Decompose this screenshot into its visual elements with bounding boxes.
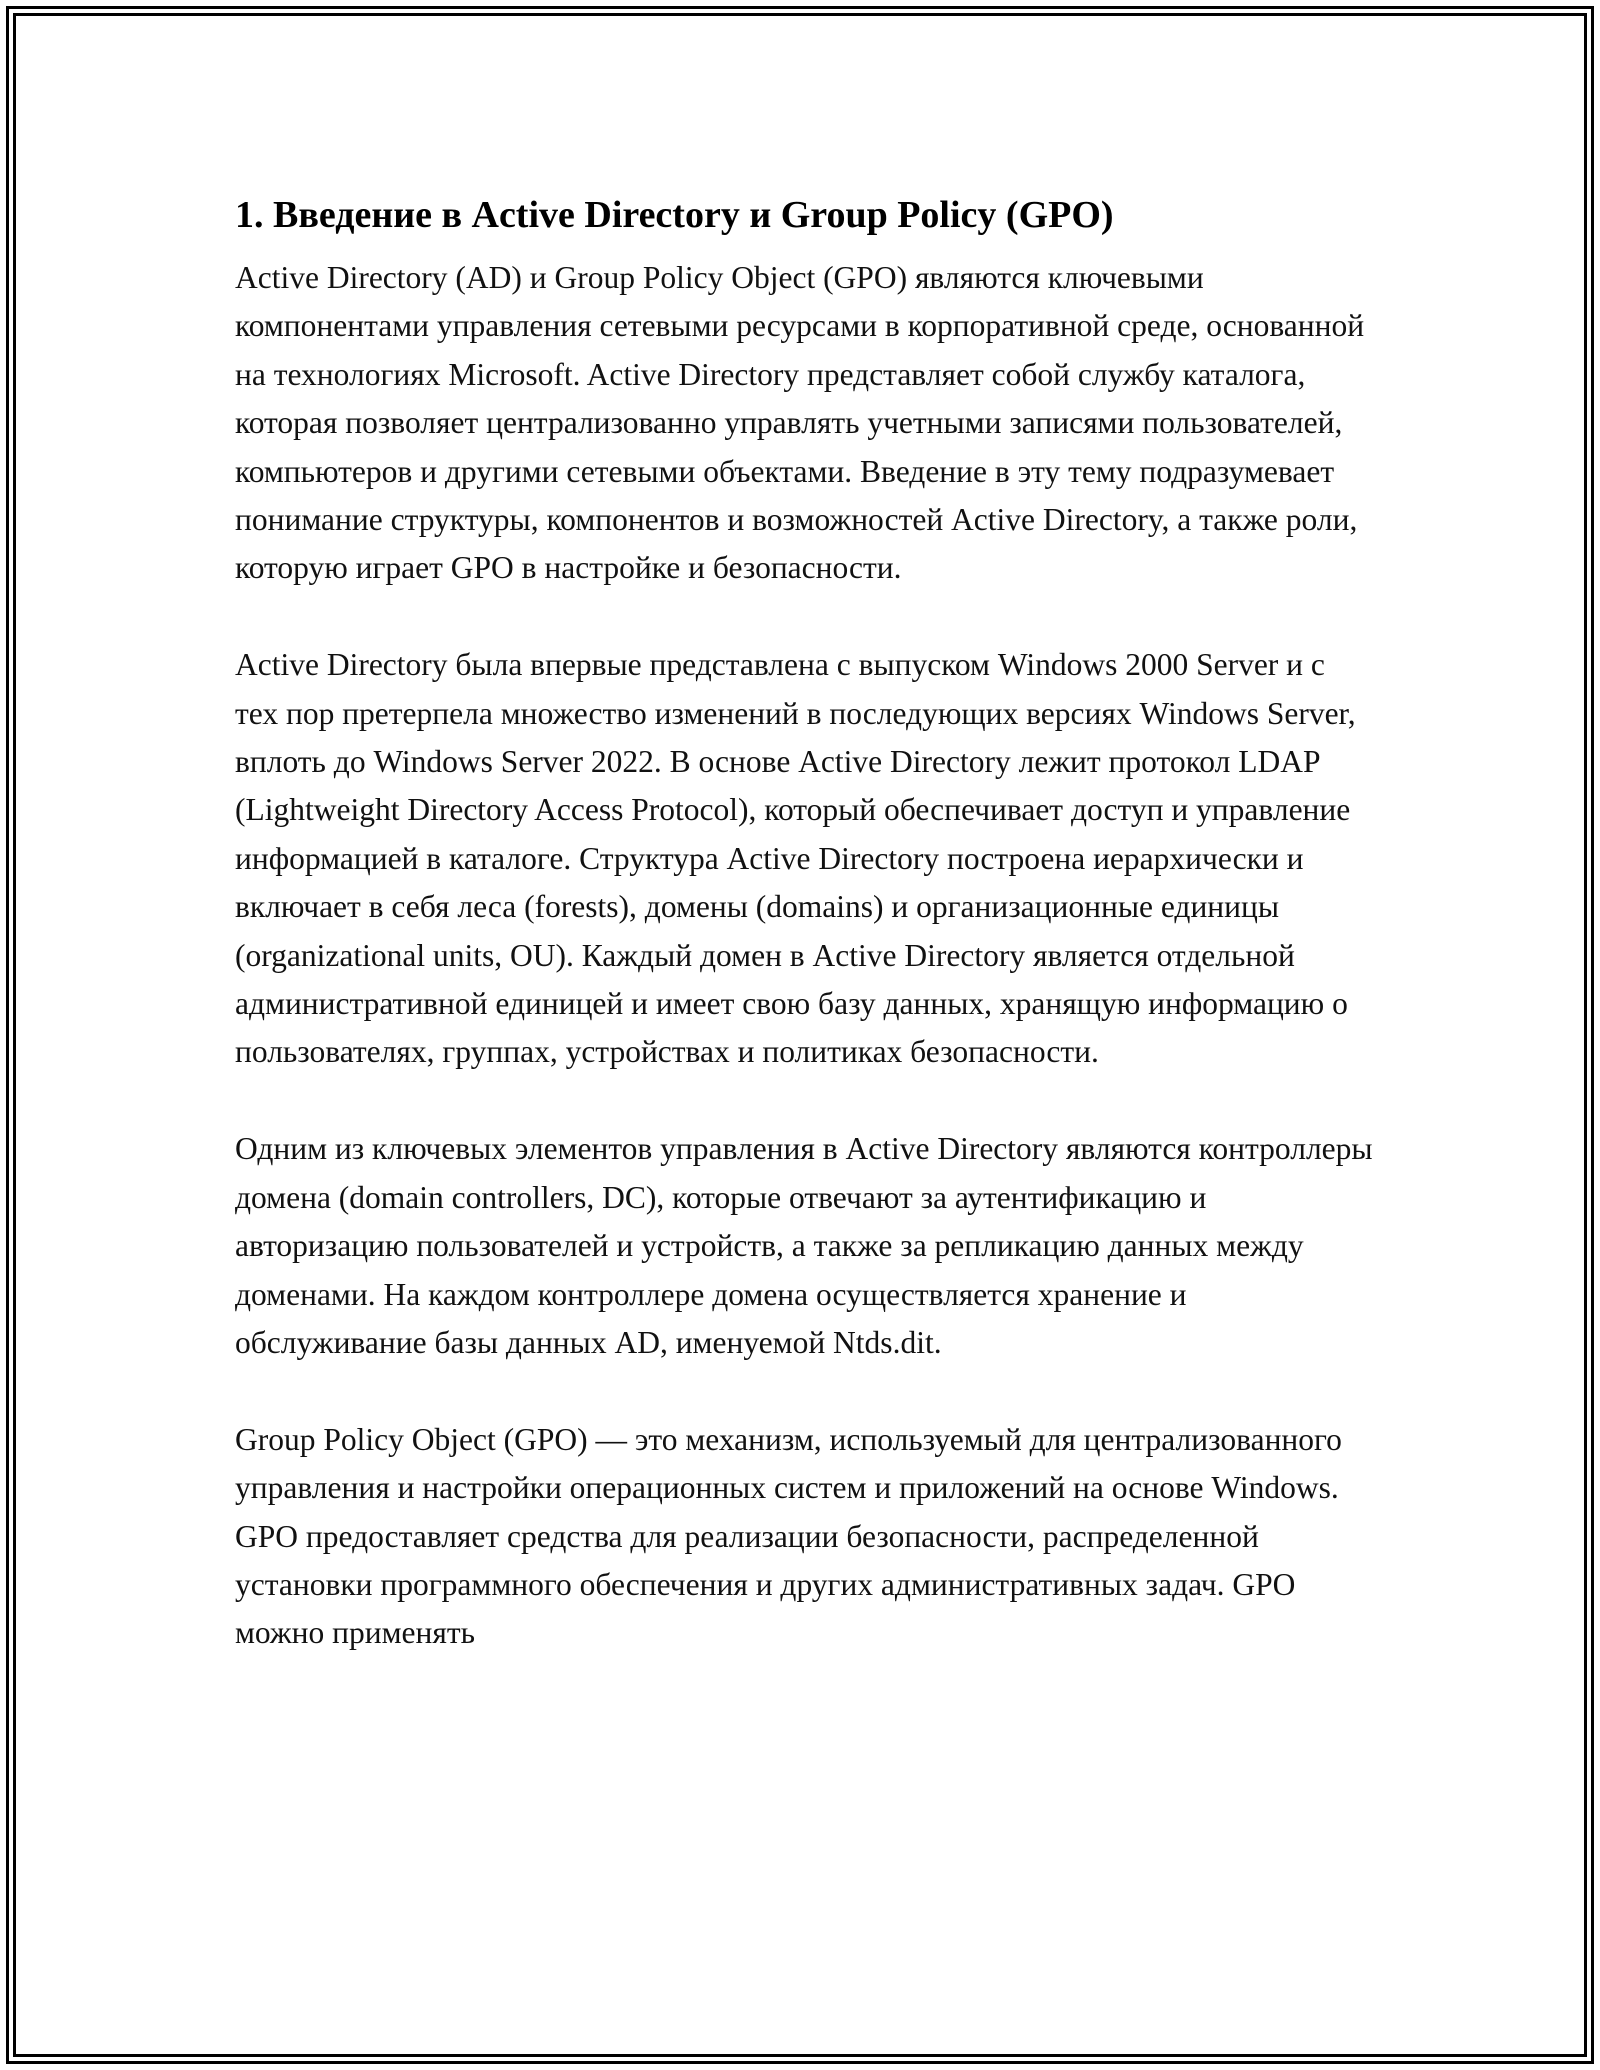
paragraph-gpo: Group Policy Object (GPO) — это механизм, используемый для централизованного управления и настройки операционных систем и приложений на основе Windows. GPO предоставляет средства для реализации безопасности, распределенной установки программного обеспечения и других административных задач. GPO можно применять <box>235 1421 1342 1651</box>
section-heading: 1. Введение в Active Directory и Group Policy (GPO) <box>235 194 1114 236</box>
paragraph-intro: Active Directory (AD) и Group Policy Object (GPO) являются ключевыми компонентами управления сетевыми ресурсами в корпоративной среде, основанной на технологиях Microsoft. Active Directory представляет собой службу каталога, которая позволяет централизованно управлять учетными записями пользователей, компьютеров и другими сетевыми объектами. Введение в эту тему подразумевает понимание структуры, компонентов и возможностей Active Directory, а также роли, которую играет GPO в настройке и безопасности. <box>235 260 1365 586</box>
paragraph-ad-history: Active Directory была впервые представлена с выпуском Windows 2000 Server и с тех пор претерпела множество изменений в последующих версиях Windows Server, вплоть до Windows Server 2022. В основе Active Directory лежит протокол LDAP (Lightweight Directory Access Protocol), который обеспечивает доступ и управление информацией в каталоге. Структура Active Directory построена иерархически и включает в себя леса (forests), домены (domains) и организационные единицы (organizational units, OU). Каждый домен в Active Directory является отдельной административной единицей и имеет свою базу данных, хранящую информацию о пользователях, группах, устройствах и политиках безопасности. <box>235 647 1356 1070</box>
document-body <box>235 180 1375 1706</box>
paragraph-domain-controllers: Одним из ключевых элементов управления в Active Directory являются контроллеры домена (domain controllers, DC), которые отвечают за аутентификацию и авторизацию пользователей и устройств, а также за репликацию данных между доменами. На каждом контроллере домена осуществляется хранение и обслуживание базы данных AD, именуемой Ntds.dit. <box>235 1131 1373 1360</box>
